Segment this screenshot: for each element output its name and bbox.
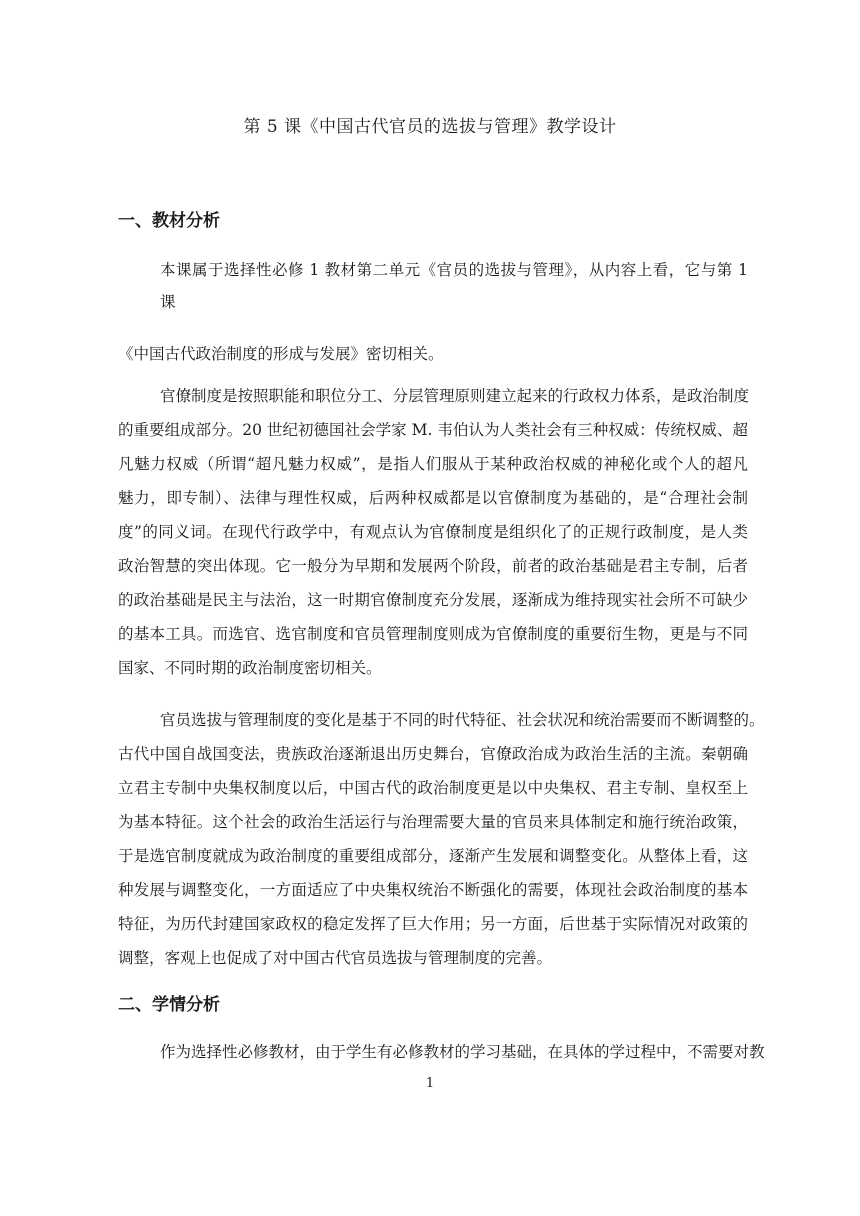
paragraph-line: 官员选拔与管理制度的变化是基于不同的时代特征、社会状况和统治需要而不断调整的。 — [160, 711, 765, 729]
paragraph-line: 官僚制度是按照职能和职位分工、分层管理原则建立起来的行政权力体系，是政治制度 — [160, 387, 750, 405]
paragraph-line: 立君主专制中央集权制度以后，中国古代的政治制度更是以中央集权、君主专制、皇权至上 — [118, 779, 748, 797]
paragraph-line: 的重要组成部分。20 世纪初德国社会学家 M. 韦伯认为人类社会有三种权威：传统权威、超 — [118, 421, 748, 439]
section-heading-student-analysis: 二、学情分析 — [118, 995, 220, 1015]
paragraph-line: 为基本特征。这个社会的政治生活运行与治理需要大量的官员来具体制定和施行统治政策， — [118, 813, 748, 831]
paragraph-line: 政治智慧的突出体现。它一般分为早期和发展两个阶段，前者的政治基础是君主专制，后者 — [118, 557, 748, 575]
paragraph-line: 凡魅力权威（所谓“超凡魅力权威”，是指人们服从于某种政治权威的神秘化或个人的超凡 — [118, 455, 748, 473]
paragraph-line: 的政治基础是民主与法治，这一时期官僚制度充分发展，逐渐成为维持现实社会所不可缺少 — [118, 591, 748, 609]
paragraph-line: 魅力，即专制）、法律与理性权威，后两种权威都是以官僚制度为基础的，是“合理社会制 — [118, 489, 748, 507]
paragraph-line: 调整，客观上也促成了对中国古代官员选拔与管理制度的完善。 — [118, 949, 553, 967]
paragraph-line: 课 — [160, 293, 176, 311]
document-title: 第 5 课《中国古代官员的选拔与管理》教学设计 — [243, 117, 617, 137]
paragraph-line: 《中国古代政治制度的形成与发展》密切相关。 — [118, 345, 444, 363]
paragraph-line: 本课属于选择性必修 1 教材第二单元《官员的选拔与管理》，从内容上看，它与第 1 — [160, 261, 748, 279]
paragraph-line: 的基本工具。而选官、选官制度和官员管理制度则成为官僚制度的重要衍生物，更是与不同 — [118, 625, 748, 643]
paragraph-line: 于是选官制度就成为政治制度的重要组成部分，逐渐产生发展和调整变化。从整体上看，这 — [118, 847, 748, 865]
paragraph-line: 种发展与调整变化，一方面适应了中央集权统治不断强化的需要，体现社会政治制度的基本 — [118, 881, 748, 899]
paragraph-line: 国家、不同时期的政治制度密切相关。 — [118, 659, 382, 677]
section-heading-textbook-analysis: 一、教材分析 — [118, 211, 220, 231]
page-number: 1 — [425, 1076, 435, 1091]
paragraph-line: 度”的同义词。在现代行政学中，有观点认为官僚制度是组织化了的正规行政制度，是人类 — [118, 523, 748, 541]
paragraph-line: 作为选择性必修教材，由于学生有必修教材的学习基础，在具体的学过程中，不需要对教 — [160, 1043, 765, 1061]
paragraph-line: 特征，为历代封建国家政权的稳定发挥了巨大作用；另一方面，后世基于实际情况对政策的 — [118, 915, 748, 933]
paragraph-line: 古代中国自战国变法，贵族政治逐渐退出历史舞台，官僚政治成为政治生活的主流。秦朝确 — [118, 745, 748, 763]
